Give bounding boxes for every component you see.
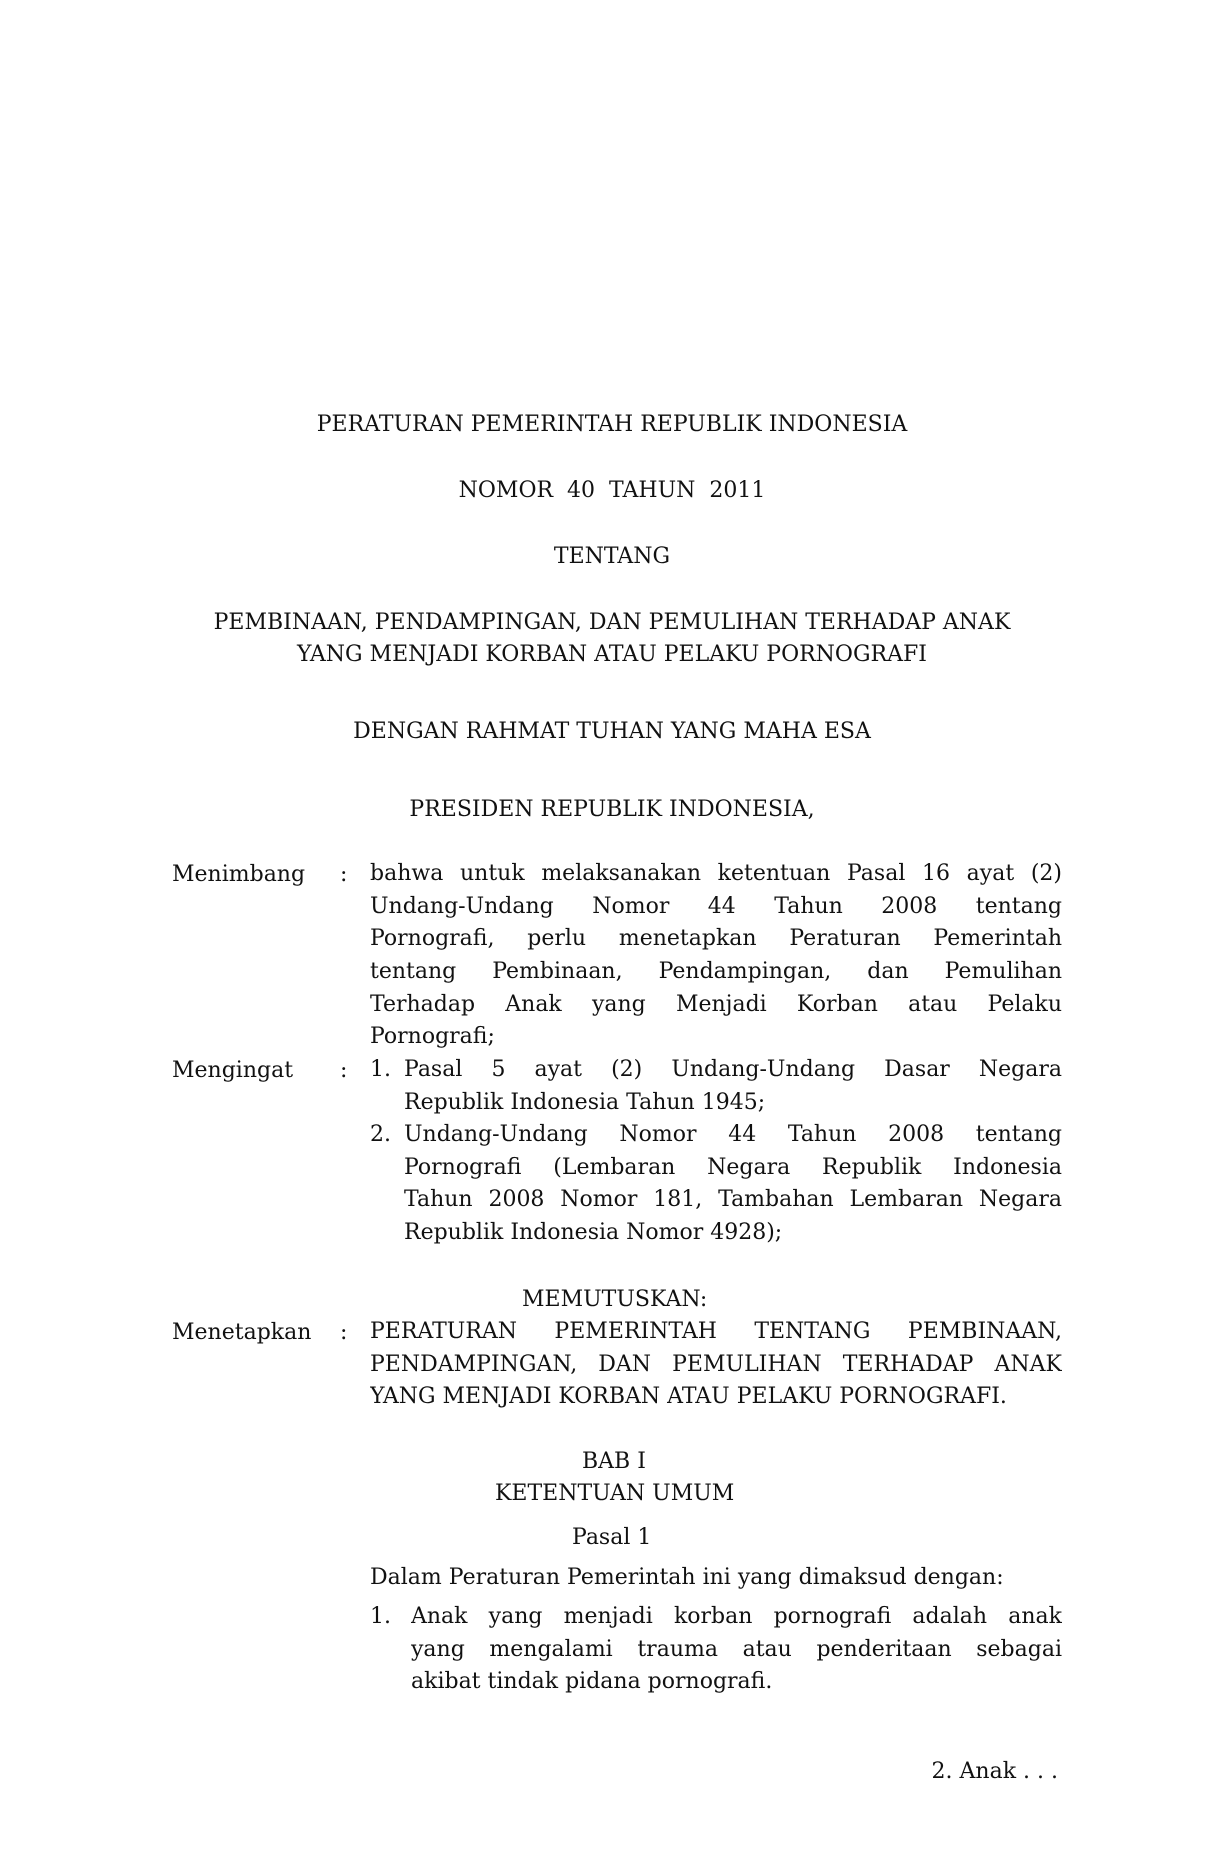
mengingat-item-line: Tahun 2008 Nomor 181, Tambahan Lembaran Negara: [404, 1187, 1062, 1213]
subject-line-2: YANG MENJADI KORBAN ATAU PELAKU PORNOGRAFI: [297, 642, 927, 667]
menimbang-text: [370, 858, 1062, 1054]
subject-line-1: PEMBINAAN, PENDAMPINGAN, DAN PEMULIHAN TERHADAP ANAK: [213, 610, 1011, 635]
article-number: Pasal 1: [572, 1525, 652, 1550]
menetapkan-label: Menetapkan: [172, 1320, 312, 1345]
regulation-title: PERATURAN PEMERINTAH REPUBLIK INDONESIA: [316, 412, 908, 437]
mengingat-item-line: Republik Indonesia Tahun 1945;: [404, 1089, 766, 1115]
menetapkan-line: PERATURAN PEMERINTAH TENTANG PEMBINAAN,: [370, 1319, 1062, 1344]
chapter-number: BAB I: [582, 1449, 646, 1474]
chapter-title: KETENTUAN UMUM: [495, 1481, 735, 1506]
definition-line: akibat tindak pidana pornografi.: [411, 1669, 773, 1695]
definition-line: Anak yang menjadi korban pornografi adalah anak: [411, 1604, 1062, 1629]
definition-1: [411, 1601, 1062, 1699]
mengingat-item-1-number: 1.: [370, 1057, 391, 1082]
menimbang-line: tentang Pembinaan, Pendampingan, dan Pemulihan: [370, 959, 1062, 985]
mengingat-item-2: [404, 1119, 1062, 1250]
menetapkan-colon: :: [340, 1320, 348, 1345]
menimbang-line: Undang-Undang Nomor 44 Tahun 2008 tentang: [370, 893, 1062, 919]
mengingat-item-1: [404, 1054, 1062, 1119]
definition-line: yang mengalami trauma atau penderitaan sebagai: [411, 1636, 1062, 1662]
menetapkan-line: PENDAMPINGAN, DAN PEMULIHAN TERHADAP ANAK: [370, 1351, 1062, 1377]
mengingat-colon: :: [340, 1058, 348, 1083]
authority: PRESIDEN REPUBLIK INDONESIA,: [409, 797, 815, 822]
menimbang-line: Pornografi;: [370, 1024, 495, 1050]
menimbang-line: Pornografi, perlu menetapkan Peraturan Pemerintah: [370, 926, 1062, 952]
menimbang-line: bahwa untuk melaksanakan ketentuan Pasal 16 ayat (2): [370, 861, 1062, 886]
menimbang-line: Terhadap Anak yang Menjadi Korban atau Pelaku: [370, 991, 1062, 1017]
about-label: TENTANG: [553, 544, 671, 569]
decision-heading: MEMUTUSKAN:: [522, 1287, 708, 1312]
article-intro: Dalam Peraturan Pemerintah ini yang dimaksud dengan:: [370, 1565, 1004, 1590]
regulation-number: NOMOR 40 TAHUN 2011: [458, 478, 766, 503]
invocation: DENGAN RAHMAT TUHAN YANG MAHA ESA: [353, 719, 871, 744]
mengingat-item-line: Republik Indonesia Nomor 4928);: [404, 1220, 783, 1246]
definition-1-number: 1.: [370, 1604, 391, 1629]
mengingat-item-line: Pornografi (Lembaran Negara Republik Indonesia: [404, 1154, 1062, 1180]
mengingat-item-line: Pasal 5 ayat (2) Undang-Undang Dasar Negara: [404, 1057, 1062, 1082]
menimbang-colon: :: [340, 862, 348, 887]
mengingat-item-2-number: 2.: [370, 1122, 391, 1147]
page-continuation: 2. Anak . . .: [931, 1759, 1058, 1784]
menetapkan-line: YANG MENJADI KORBAN ATAU PELAKU PORNOGRAFI.: [370, 1384, 1007, 1410]
mengingat-item-line: Undang-Undang Nomor 44 Tahun 2008 tentang: [404, 1122, 1062, 1147]
menimbang-label: Menimbang: [172, 862, 306, 887]
mengingat-label: Mengingat: [172, 1058, 294, 1083]
menetapkan-text: [370, 1316, 1062, 1414]
